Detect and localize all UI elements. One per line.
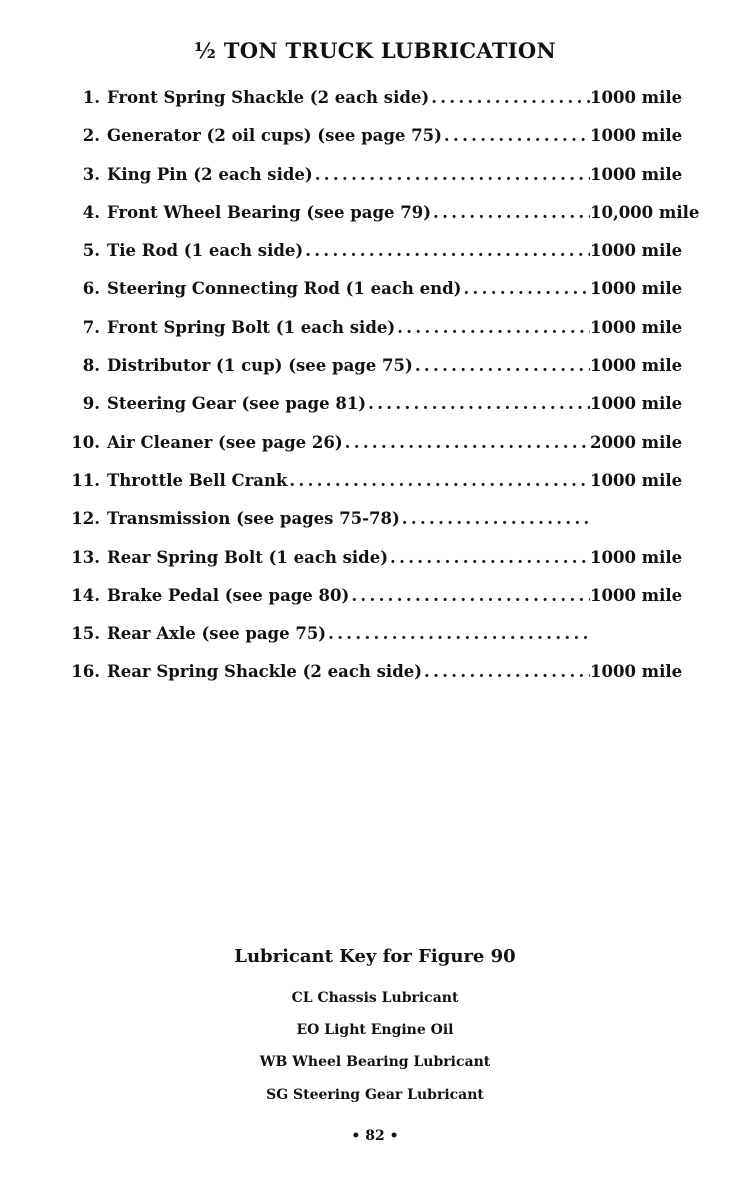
item-number: 4. xyxy=(82,202,100,222)
item-number: 7. xyxy=(82,317,100,337)
list-item xyxy=(60,586,682,624)
list-item xyxy=(60,279,682,317)
item-number: 10. xyxy=(71,432,100,452)
item-number: 5. xyxy=(82,241,100,261)
list-item xyxy=(60,471,682,509)
key-entry: SG Steering Gear Lubricant xyxy=(266,1086,484,1103)
dot-leader xyxy=(444,126,590,145)
item-number: 12. xyxy=(71,509,100,529)
item-number: 8. xyxy=(82,356,100,376)
item-name: Distributor (1 cup) (see page 75) xyxy=(107,356,413,376)
item-interval: 1000 mile xyxy=(590,279,683,299)
lubrication-list xyxy=(60,88,700,701)
list-item xyxy=(60,126,682,164)
lubricant-key xyxy=(0,990,750,1119)
list-item xyxy=(60,433,682,471)
item-number: 6. xyxy=(82,279,100,299)
item-name: Rear Spring Bolt (1 each side) xyxy=(107,547,389,567)
item-number: 2. xyxy=(82,126,100,146)
list-item xyxy=(60,318,682,356)
list-item xyxy=(60,662,682,700)
item-name: Steering Gear (see page 81) xyxy=(107,394,367,414)
lubricant-key-title: Lubricant Key for Figure 90 xyxy=(234,946,516,967)
dot-leader xyxy=(463,279,590,298)
dot-leader xyxy=(433,203,590,222)
key-entry: CL Chassis Lubricant xyxy=(291,990,459,1006)
item-number: 3. xyxy=(82,164,100,184)
item-interval: 1000 mile xyxy=(590,394,683,414)
item-name: Brake Pedal (see page 80) xyxy=(107,585,350,605)
item-name: Front Spring Shackle (2 each side) xyxy=(107,88,430,107)
dot-leader xyxy=(415,356,590,375)
key-entry: EO Light Engine Oil xyxy=(296,1022,454,1039)
item-number: 14. xyxy=(71,585,100,605)
item-interval: 1000 mile xyxy=(590,241,683,261)
item-interval: 1000 mile xyxy=(590,662,683,682)
dot-leader xyxy=(289,471,590,490)
item-name: Front Spring Bolt (1 each side) xyxy=(107,317,396,337)
item-interval: 1000 mile xyxy=(590,470,683,490)
list-item xyxy=(60,241,682,279)
item-number: 11. xyxy=(71,470,100,490)
item-interval: 10,000 mile xyxy=(590,202,700,222)
dot-leader xyxy=(305,241,590,260)
item-name: Tie Rod (1 each side) xyxy=(107,241,304,261)
dot-leader xyxy=(431,88,590,107)
dot-leader xyxy=(315,165,590,184)
item-interval: 1000 mile xyxy=(590,88,683,107)
item-name: Front Wheel Bearing (see page 79) xyxy=(107,202,432,222)
list-item xyxy=(60,356,682,394)
list-item xyxy=(60,165,682,203)
item-name: Rear Axle (see page 75) xyxy=(107,624,327,644)
item-name: Air Cleaner (see page 26) xyxy=(107,432,343,452)
key-entry: WB Wheel Bearing Lubricant xyxy=(259,1054,491,1071)
dot-leader xyxy=(402,509,590,528)
item-interval: 1000 mile xyxy=(590,164,683,184)
dot-leader xyxy=(328,624,590,643)
item-name: Rear Spring Shackle (2 each side) xyxy=(107,662,423,682)
item-interval: 1000 mile xyxy=(590,356,683,376)
item-name: King Pin (2 each side) xyxy=(107,164,313,184)
item-interval: 2000 mile xyxy=(590,432,683,452)
item-interval: 1000 mile xyxy=(590,317,683,337)
list-item xyxy=(60,548,682,586)
page-title: ½ TON TRUCK LUBRICATION xyxy=(194,38,556,63)
item-interval: 1000 mile xyxy=(590,547,683,567)
page-number: • 82 • xyxy=(351,1128,399,1144)
item-interval: 1000 mile xyxy=(590,126,683,146)
dot-leader xyxy=(368,394,590,413)
dot-leader xyxy=(351,586,590,605)
list-item xyxy=(60,88,682,126)
dot-leader xyxy=(345,433,590,452)
item-number: 15. xyxy=(71,624,100,644)
item-name: Generator (2 oil cups) (see page 75) xyxy=(107,126,442,146)
list-item xyxy=(60,624,682,662)
item-name: Throttle Bell Crank xyxy=(107,470,288,490)
item-name: Steering Connecting Rod (1 each end) xyxy=(107,279,462,299)
list-item xyxy=(60,509,682,547)
dot-leader xyxy=(424,662,590,681)
item-number: 13. xyxy=(71,547,100,567)
item-name: Transmission (see pages 75-78) xyxy=(107,509,400,529)
dot-leader xyxy=(390,548,590,567)
dot-leader xyxy=(397,318,590,337)
list-item xyxy=(60,394,682,432)
item-number: 1. xyxy=(82,88,100,107)
item-interval: 1000 mile xyxy=(590,585,683,605)
item-number: 9. xyxy=(82,394,100,414)
item-number: 16. xyxy=(71,662,100,682)
list-item xyxy=(60,202,700,241)
